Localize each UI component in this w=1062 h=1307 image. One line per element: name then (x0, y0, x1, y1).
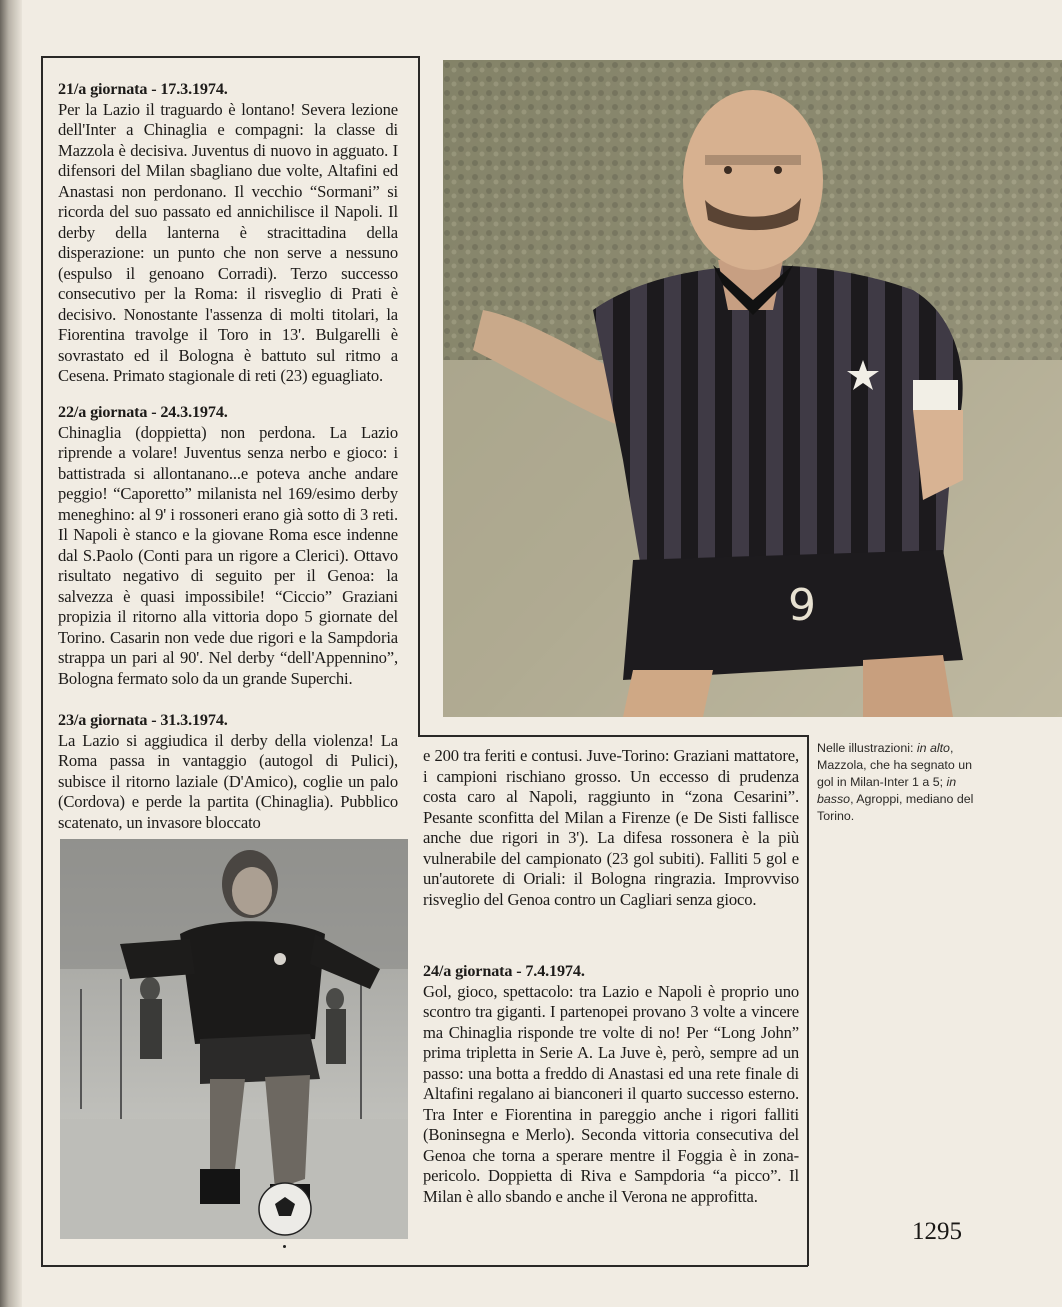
caption-intro: Nelle illustrazioni: (817, 741, 917, 755)
entry-body: La Lazio si aggiudica il derby della violenza! La Roma passa in vantaggio (autogol di Pulici), subisce il ritorno laziale (D'Amico), coglie un palo (Cordova) e perde la partita (Chinaglia). Pubblico scatenato, un invasore bloccato (58, 730, 398, 832)
entry-24 (423, 961, 799, 1207)
caption-top-label: in alto (916, 741, 950, 755)
entry-title: 21/a giornata - 17.3.1974. (58, 80, 228, 98)
caption-bottom-label: in basso (817, 775, 957, 806)
entry-title: 23/a giornata - 31.3.1974. (58, 711, 228, 729)
print-mark (283, 1245, 286, 1248)
entry-body: Gol, gioco, spettacolo: tra Lazio e Napoli è proprio uno scontro tra giganti. I partenopei provano 3 volte a vincere ma Chinaglia risponde tre volte di no! Per “Long John” prima tripletta in Serie A. La Juve è, però, sempre ad un passo: una botta a freddo di Anastasi ed una rete finale di Altafini regalano ai bianconeri il quarto successo esterno. Tra Inter e Fiorentina in pareggio anche i rigori falliti (Boninsegna e Merlo). Seconda vittoria consecutiva del Genoa che torna a sperare mentre il Foggia è in zona-pericolo. Doppietta di Riva e Sampdoria “a picco”. Il Milan è allo sbando e anche il Verona ne approfitta. (423, 981, 799, 1206)
entry-body-continued: e 200 tra feriti e contusi. Juve-Torino: Graziani mattatore, i campioni rischiano grosso. Un eccesso di prudenza costa caro al Napoli, raggiunto in “zona Cesarini”. Pesante sconfitta del Milan a Firenze (e De Sisti fallisce anche due rigori in 3'). La difesa rossonera è la più vulnerabile del campionato (23 gol subiti). Falliti 5 gol e un'autorete di Oriali: il Bologna ringrazia. Improvviso risveglio del Genoa contro un Cagliari senza gioco. (423, 746, 799, 909)
entry-title: 22/a giornata - 24.3.1974. (58, 403, 228, 421)
middle-column (423, 746, 799, 1207)
photo-agroppi-svg (60, 839, 408, 1239)
photo-mazzola-svg (443, 60, 1062, 717)
frame-top-divider (418, 56, 420, 736)
shirt-number-9: 9 (788, 580, 816, 631)
entry-23 (58, 710, 398, 833)
photo-agroppi (60, 839, 408, 1239)
caption-top-text: , Mazzola, che ha segnato un gol in Milan-Inter 1 a 5; (817, 741, 972, 789)
frame-top (41, 56, 419, 58)
entry-title: 24/a giornata - 7.4.1974. (423, 962, 585, 980)
entry-23-continued (423, 746, 799, 961)
entry-body: Chinaglia (doppietta) non perdona. La Lazio riprende a volare! Juventus senza nerbo e gioco: i battistrada si allontanano...e poteva anche andare peggio! “Caporetto” milanista nel 169/esimo derby meneghino: al 9' i rossoneri erano già sotto di 3 reti. Il Napoli è stanco e la giovane Roma esce indenne dal S.Paolo (Conti para un rigore a Clerici). Ottavo risultato negativo di seguito per il Genoa: la salvezza è quasi impossibile! “Ciccio” Graziani propizia il ritorno alla vittoria dopo 5 giornate del Torino. Casarin non vede due rigori e la Sampdoria strappa un pari al 90'. Nel derby “dell'Appennino”, Bologna fermato solo da un grande Superchi. (58, 422, 398, 688)
page-number: 1295 (912, 1218, 962, 1245)
frame-bottom (41, 1265, 808, 1267)
frame-left (41, 56, 43, 1266)
frame-right (807, 735, 809, 1266)
entry-21 (58, 79, 398, 402)
caption-bottom-text: , Agroppi, mediano del Torino. (817, 792, 974, 823)
left-column (58, 79, 398, 833)
frame-mid-join (418, 735, 808, 737)
page-binding-shadow (0, 0, 22, 1307)
entry-body: Per la Lazio il traguardo è lontano! Severa lezione dell'Inter a Chinaglia e compagni: la classe di Mazzola è decisiva. Juventus di nuovo in agguato. I difensori del Milan sbagliano due volte, Altafini ed Anastasi non perdonano. Il vecchio “Sormani” si ricorda del suo passato ed annichilisce il Napoli. Il derby della lanterna è stracittadina della disperazione: un punto che non serve a nessuno (espulso il genoano Corradi). Terzo successo consecutivo per la Roma: il risveglio di Prati è decisivo. Nonostante l'assenza di molti titolari, la Fiorentina travolge il Toro in 13'. Bulgarelli è sovrastato ed il Bologna è battuto sul ritmo a Cesena. Primato stagionale di reti (23) eguagliato. (58, 99, 398, 385)
photo-mazzola (443, 60, 1062, 717)
entry-22 (58, 402, 398, 710)
photo-caption (817, 740, 987, 825)
